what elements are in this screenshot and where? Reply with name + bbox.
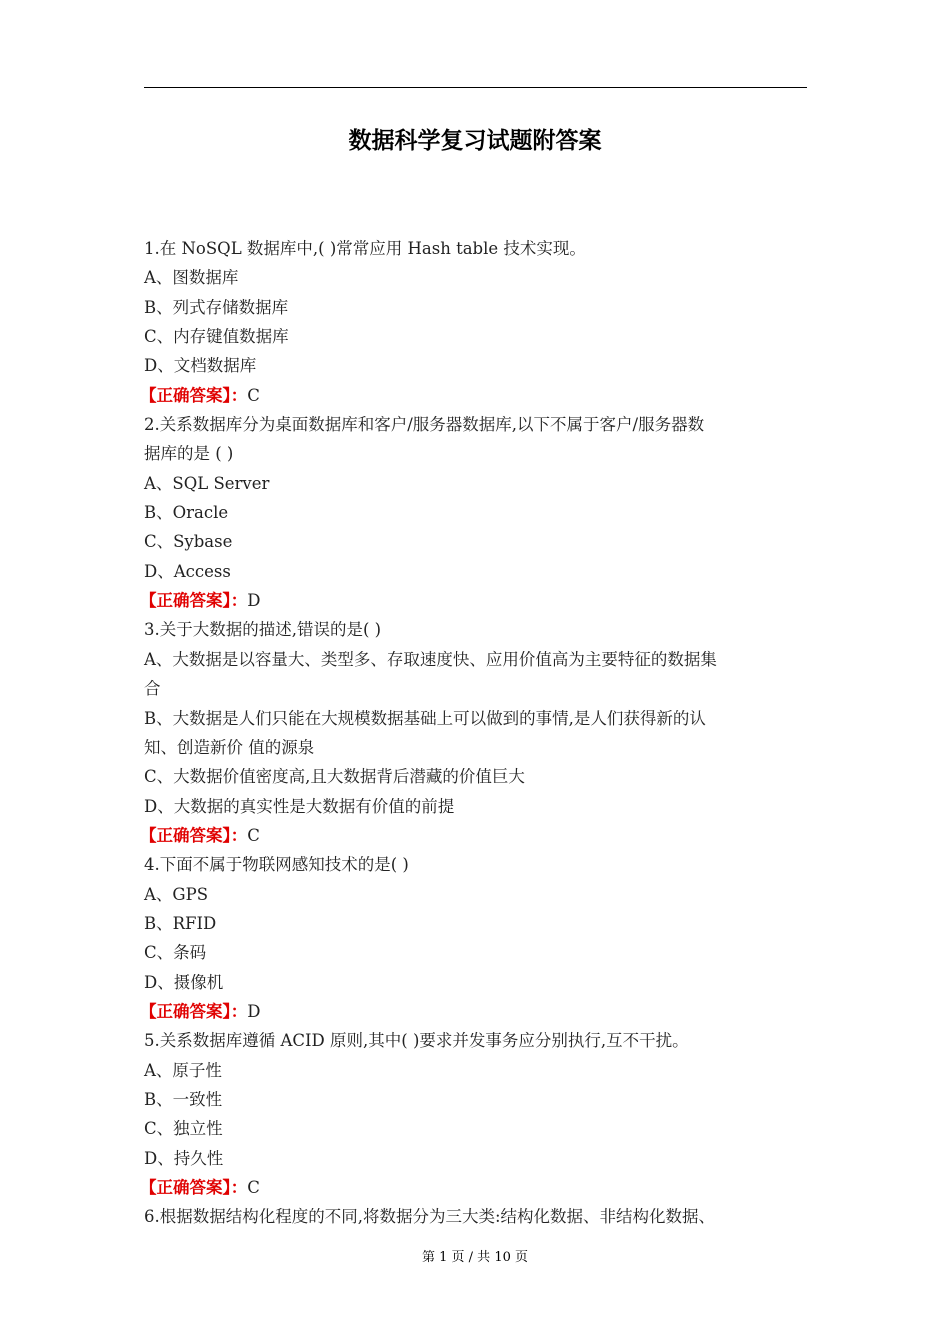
text-line: B、Oracle <box>144 503 229 523</box>
page-footer: 第 1 页 / 共 10 页 <box>422 1250 528 1265</box>
answer-value: D <box>247 591 261 611</box>
text-line: 3.关于大数据的描述,错误的是( ) <box>144 620 382 640</box>
text-line: C、内存键值数据库 <box>144 327 289 347</box>
text-line: 合 <box>144 679 161 699</box>
text-line: A、GPS <box>144 884 209 904</box>
text-line: C、条码 <box>144 943 207 963</box>
answer-label: 【正确答案】： <box>140 591 248 611</box>
text-line: 据库的是 ( ) <box>144 444 234 464</box>
text-line: A、原子性 <box>144 1060 222 1080</box>
text-line: B、RFID <box>144 913 217 933</box>
text-line: A、SQL Server <box>144 473 270 493</box>
answer-line <box>140 381 810 410</box>
text-line: D、大数据的真实性是大数据有价值的前提 <box>144 796 455 816</box>
text-line: C、大数据价值密度高,且大数据背后潜藏的价值巨大 <box>144 767 525 787</box>
header-rule <box>144 87 807 88</box>
answer-value: D <box>247 1001 261 1021</box>
text-line: B、列式存储数据库 <box>144 297 289 317</box>
text-line: B、一致性 <box>144 1089 223 1109</box>
text-line: C、独立性 <box>144 1119 223 1139</box>
answer-value: C <box>247 825 260 845</box>
text-line: C、Sybase <box>144 532 233 552</box>
text-line: A、图数据库 <box>144 268 239 288</box>
answer-line <box>140 586 810 615</box>
answer-label: 【正确答案】： <box>140 1178 248 1197</box>
answer-line <box>140 821 810 850</box>
answer-value: C <box>247 385 260 405</box>
text-line: D、持久性 <box>144 1148 224 1168</box>
text-line: A、大数据是以容量大、类型多、存取速度快、应用价值高为主要特征的数据集 <box>144 649 717 669</box>
text-line: D、文档数据库 <box>144 356 257 376</box>
text-line: 2.关系数据库分为桌面数据库和客户/服务器数据库,以下不属于客户/服务器数 <box>144 415 705 435</box>
text-line: D、摄像机 <box>144 972 224 992</box>
answer-line <box>140 997 810 1026</box>
text-line: 知、创造新价 值的源泉 <box>144 737 315 757</box>
answer-value: C <box>247 1178 260 1197</box>
answer-label: 【正确答案】： <box>140 385 248 405</box>
document-body <box>140 234 810 1232</box>
text-line: D、Access <box>144 561 231 581</box>
text-line: 4.下面不属于物联网感知技术的是( ) <box>144 855 409 875</box>
answer-label: 【正确答案】： <box>140 825 248 845</box>
text-line: 1.在 NoSQL 数据库中,( )常常应用 Hash table 技术实现。 <box>144 239 586 258</box>
answer-line <box>140 1173 810 1202</box>
text-line: 5.关系数据库遵循 ACID 原则,其中( )要求并发事务应分别执行,互不干扰。 <box>144 1031 689 1051</box>
answer-label: 【正确答案】： <box>140 1001 248 1021</box>
document-title: 数据科学复习试题附答案 <box>348 127 602 154</box>
text-line: 6.根据数据结构化程度的不同,将数据分为三大类:结构化数据、非结构化数据、 <box>144 1207 716 1227</box>
text-line: B、大数据是人们只能在大规模数据基础上可以做到的事情,是人们获得新的认 <box>144 708 706 728</box>
